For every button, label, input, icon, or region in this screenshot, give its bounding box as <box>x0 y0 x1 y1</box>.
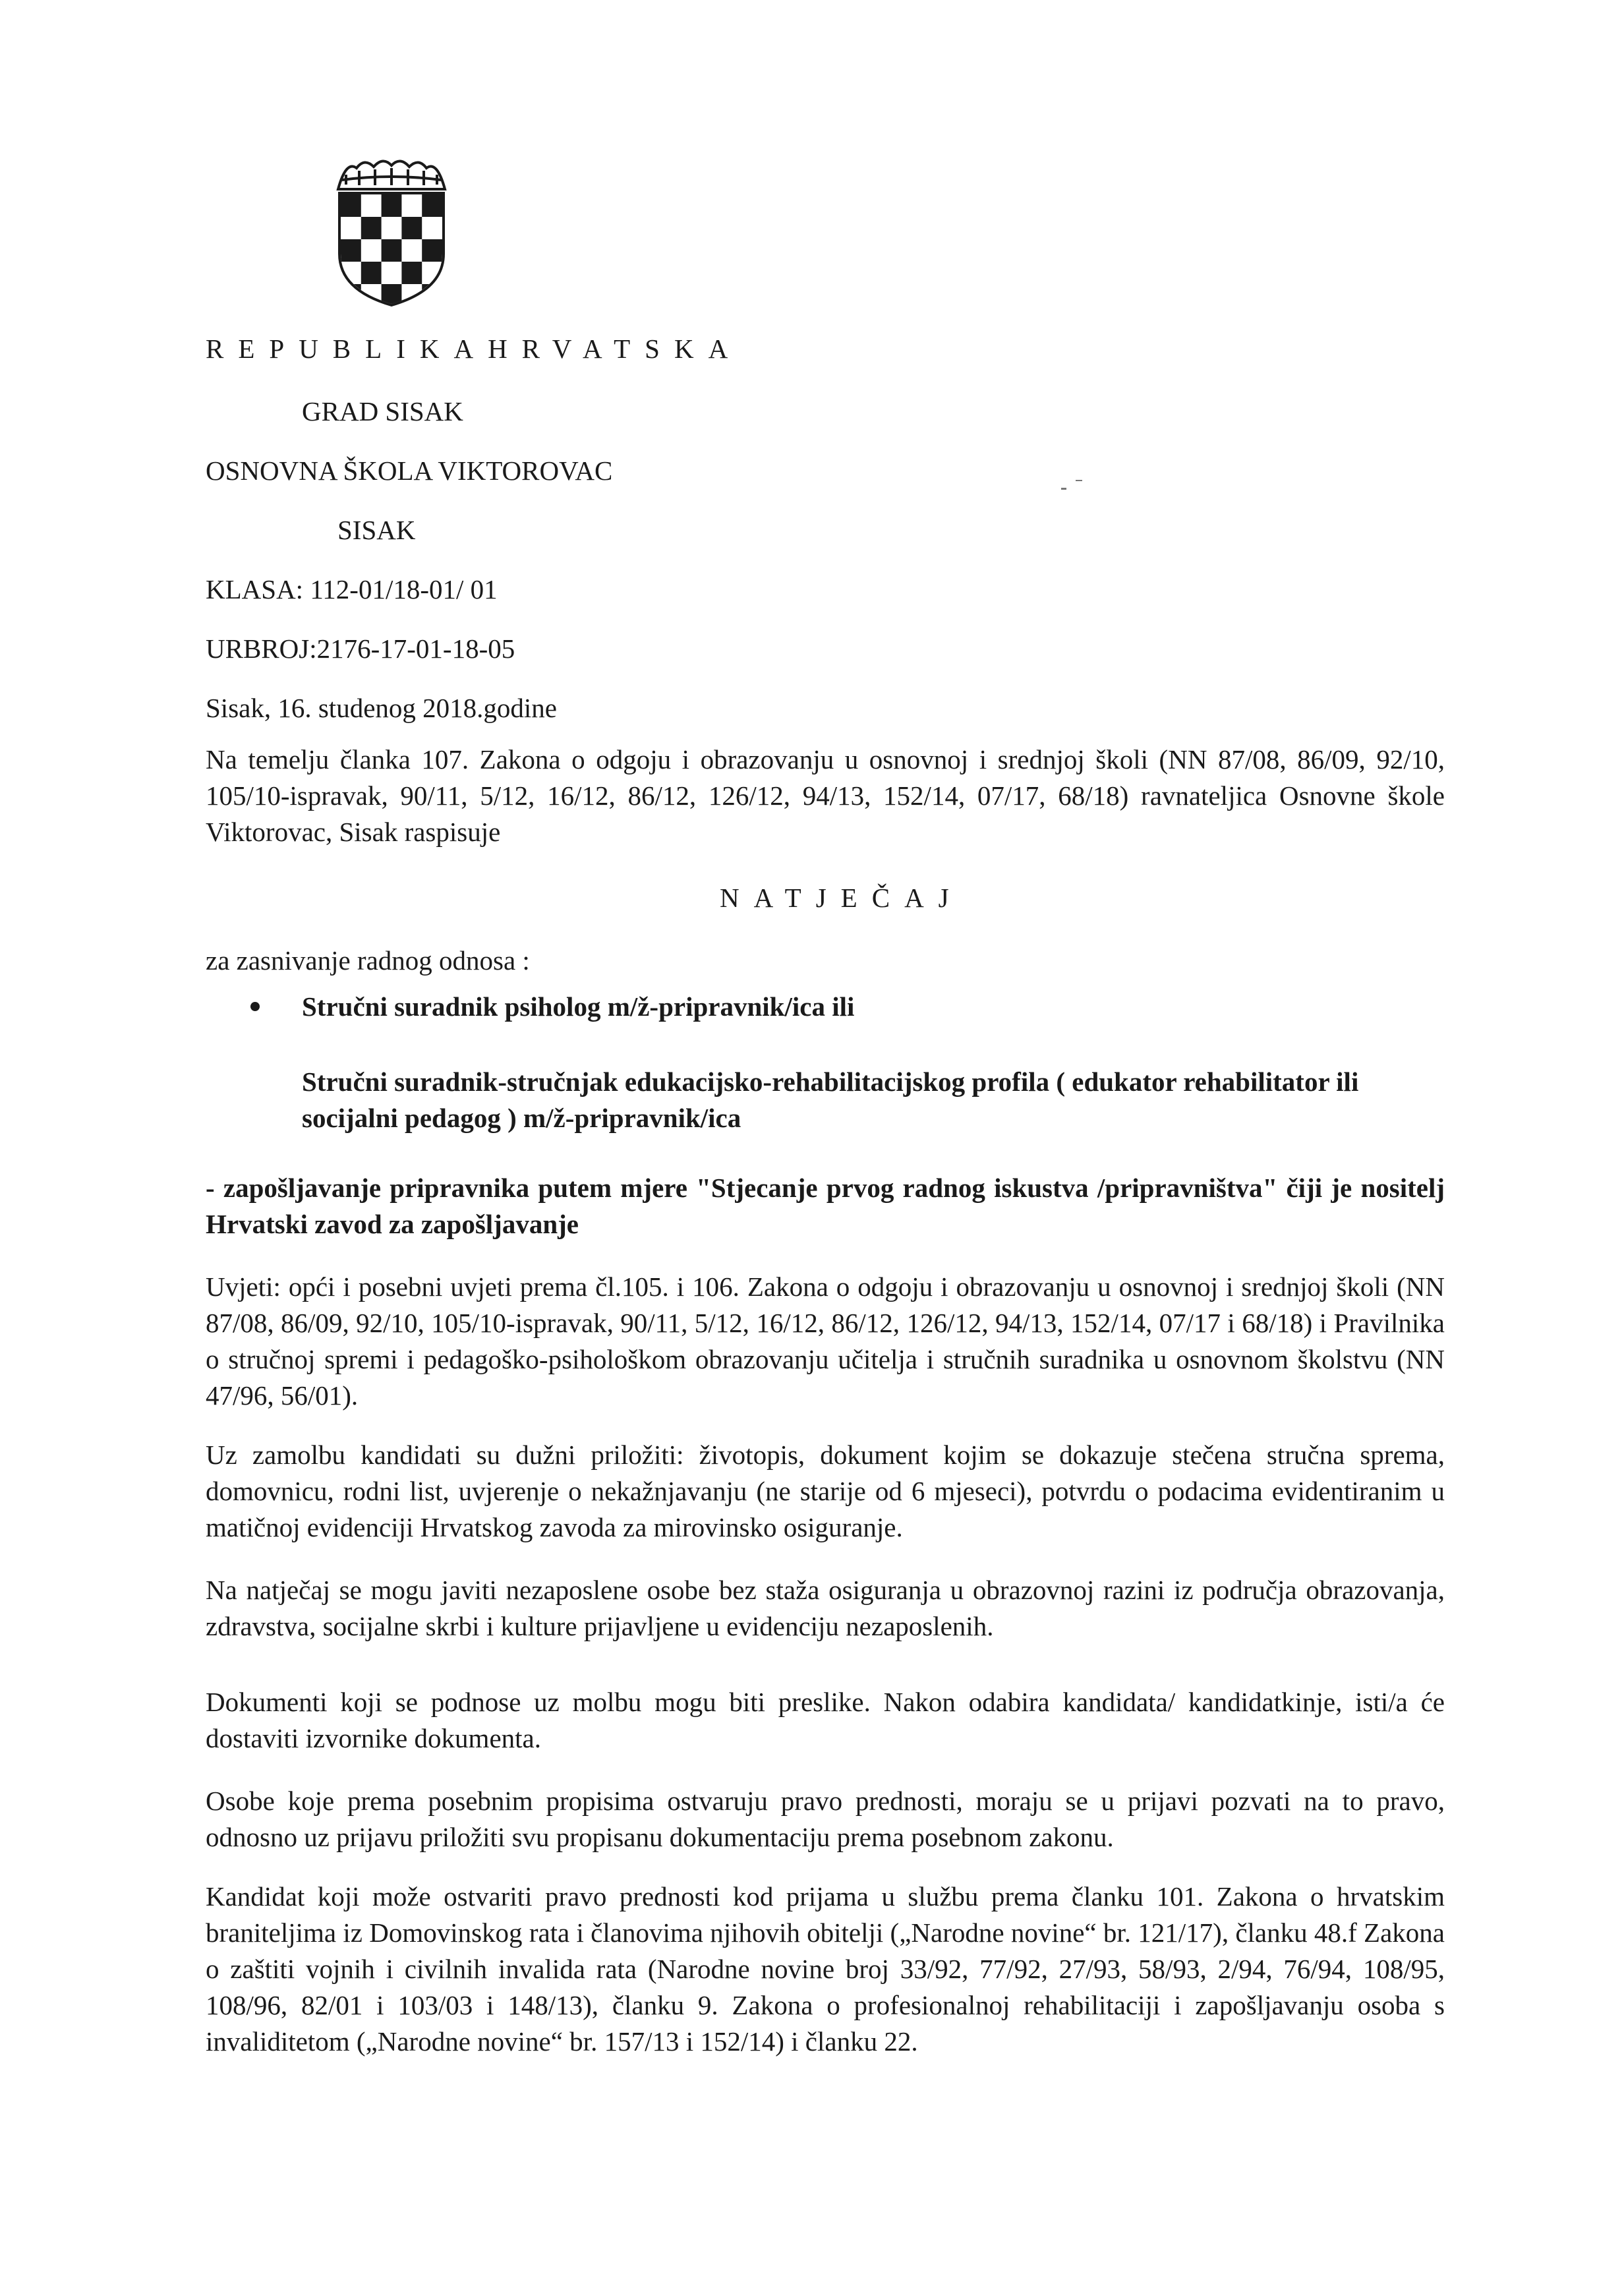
country-name: REPUBLIKAHRVATSKA <box>206 334 743 364</box>
shield-check-square <box>422 194 442 217</box>
intro-paragraph: Na temelju članka 107. Zakona o odgoju i obrazovanju u osnovnoj i srednjoj školi (NN 87/08, 86/09, 92/10, 105/10-ispravak, 90/11, 5/12, 16/12, 86/12, 126/12, 94/13, 152/14, 07/17, 68/18) ravnateljica Osnovne škole Viktorovac, Sisak raspisuje <box>206 744 1445 847</box>
eligible-paragraph: Na natječaj se mogu javiti nezaposlene osobe bez staža osiguranja u obrazovnoj razini iz područja obrazovanja, zdravstva, socijalne skrbi i kulture prijavljene u evidenciju nezaposlenih. <box>206 1575 1445 1641</box>
veterans-paragraph: Kandidat koji može ostvariti pravo prednosti kod prijama u službu prema članku 101. Zakona o hrvatskim braniteljima iz Domovinskog rata i članovima njihovih obitelji („Narodne novine“ br. 121/17), članku 48.f Zakona o zaštiti vojnih i civilnih invalida rata (Narodne novine broj 33/92, 77/92, 27/93, 58/93, 2/94, 76/94, 108/95, 108/96, 82/01 i 103/03 i 148/13), članku 9. Zakona o profesionalnoj rehabilitaciji i zapošljavanju osoba s invaliditetom („Narodne novine“ br. 157/13 i 152/14) i članku 22. <box>206 1881 1445 2057</box>
city-name: GRAD SISAK <box>302 396 463 426</box>
coat-of-arms-icon <box>333 155 450 307</box>
bullet-dot <box>250 1002 260 1011</box>
document-title: NATJEČAJ <box>720 883 964 913</box>
position-first: Stručni suradnik psiholog m/ž-pripravnik/ica ili <box>302 991 855 1022</box>
shield-check-square <box>341 239 361 262</box>
employment-note: - zapošljavanje pripravnika putem mjere "Stjecanje prvog radnog iskustva /pripravništva" čiji je nositelj Hrvatski zavod za zapošljavanje <box>206 1173 1445 1239</box>
school-name: OSNOVNA ŠKOLA VIKTOROVAC <box>206 455 613 486</box>
document-date: Sisak, 16. studenog 2018.godine <box>206 693 557 723</box>
shield-check-square <box>422 239 442 262</box>
position-second: Stručni suradnik-stručnjak edukacijsko-rehabilitacijskog profila ( edukator rehabilitator ili socijalni pedagog ) m/ž-pripravnik/ica <box>302 1066 1359 1133</box>
shield-check-square <box>401 217 422 239</box>
conditions-paragraph: Uvjeti: opći i posebni uvjeti prema čl.105. i 106. Zakona o odgoju i obrazovanju u osnovnoj i srednjoj školi (NN 87/08, 86/09, 92/10, 105/10-ispravak, 90/11, 5/12, 16/12, 86/12, 126/12, 94/13, 152/14, 07/17 i 68/18) i Pravilnika o stručnoj spremi i pedagoško-psihološkom obrazovanju učitelja i stručnih suradnika u osnovnom školstvu (NN 47/96, 56/01). <box>206 1271 1445 1411</box>
scan-speck <box>1076 480 1082 481</box>
priority-paragraph: Osobe koje prema posebnim propisima ostvaruju pravo prednosti, moraju se u prijavi pozvati na to pravo, odnosno uz prijavu priložiti svu propisanu dokumentaciju prema posebnom zakonu. <box>206 1786 1445 1852</box>
urbroj-number: URBROJ:2176-17-01-18-05 <box>206 633 515 664</box>
shield-check-square <box>341 194 361 217</box>
shield-check-square <box>361 262 382 284</box>
document-subtitle: za zasnivanje radnog odnosa : <box>206 945 530 976</box>
documents-paragraph: Uz zamolbu kandidati su dužni priložiti: životopis, dokument kojim se dokazuje stečena stručna sprema, domovnicu, rodni list, uvjerenje o nekažnjavanju (ne starije od 6 mjeseci), potvrdu o podacima evidentiranim u matičnoj evidenciji Hrvatskog zavoda za mirovinsko osiguranje. <box>206 1440 1445 1542</box>
scan-speck <box>1061 488 1066 490</box>
shield-check-square <box>401 262 422 284</box>
copies-paragraph: Dokumenti koji se podnose uz molbu mogu biti preslike. Nakon odabira kandidata/ kandidatkinje, isti/a će dostaviti izvornike dokumenta. <box>206 1687 1445 1753</box>
shield-check-square <box>361 217 382 239</box>
shield-check-square <box>341 284 361 307</box>
school-place: SISAK <box>337 515 416 545</box>
shield-check-square <box>422 284 442 307</box>
shield-check-square <box>382 194 402 217</box>
klasa-number: KLASA: 112-01/18-01/ 01 <box>206 574 498 604</box>
shield-check-square <box>382 239 402 262</box>
